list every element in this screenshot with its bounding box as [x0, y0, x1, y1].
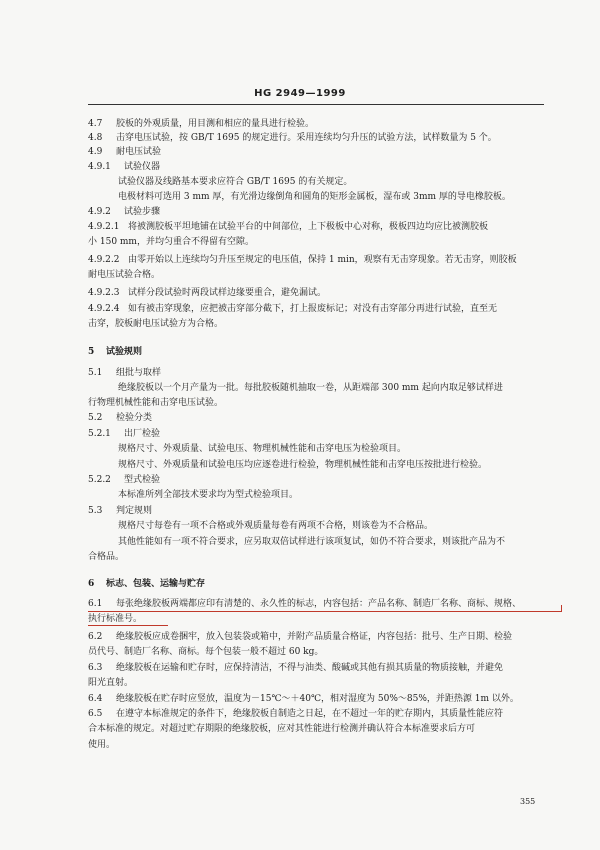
clause-4-7: 4.7 胶板的外观质量，用目测和相应的量具进行检验。 [88, 119, 315, 129]
paragraph-line: 阳光直射。 [88, 678, 134, 688]
clause-4-9-2-3: 4.9.2.3 试样分段试验时两段试样边缘要重合，避免漏试。 [88, 288, 327, 298]
section-5-heading: 5 试验规则 [88, 347, 143, 357]
clause-6-4: 6.4 绝缘胶板在贮存时应竖放，温度为－15℃～＋40℃，相对湿度为 50%～85%，并距热源 1m 以外。 [88, 694, 519, 704]
clause-5-2-2: 5.2.2 型式检验 [88, 475, 161, 485]
paragraph-line: 合格品。 [88, 552, 125, 562]
clause-5-1: 5.1 组批与取样 [88, 368, 162, 378]
clause-5-3: 5.3 判定规则 [88, 506, 153, 516]
clause-6-5: 6.5 在遵守本标准规定的条件下，绝缘胶板自制造之日起，在不超过一年的贮存期内，其质量性能应符 [88, 709, 504, 719]
header-rule [88, 104, 544, 105]
paragraph-line: 击穿，胶板耐电压试验方为合格。 [88, 319, 224, 329]
paragraph-line: 电极材料可选用 3 mm 厚，有光滑边缘倒角和圆角的矩形金属板，湿布或 3mm 厚的导电橡胶板。 [118, 192, 511, 202]
paragraph-line: 其他性能如有一项不符合要求，应另取双倍试样进行该项复试，如仍不符合要求，则该批产品为不 [118, 537, 506, 547]
paragraph-line: 执行标准号。 [88, 614, 143, 624]
clause-4-9-2-4: 4.9.2.4 如有被击穿现象，应把被击穿部分截下，打上报废标记；对没有击穿部分再进行试验，直至无 [88, 304, 498, 314]
clause-6-1: 6.1 每张绝缘胶板两端都应印有清楚的、永久性的标志，内容包括：产品名称、制造厂名称、商标、规格、 [88, 599, 522, 609]
paragraph-line: 员代号、制造厂名称、商标。每个包装一般不超过 60 kg。 [88, 647, 324, 657]
clause-4-9-2: 4.9.2 试验步骤 [88, 207, 161, 217]
handwritten-underline [88, 611, 562, 612]
clause-5-2-1: 5.2.1 出厂检验 [88, 429, 161, 439]
paragraph-line: 合本标准的规定。对超过贮存期限的绝缘胶板，应对其性能进行检测并确认符合本标准要求后方可 [88, 724, 476, 734]
paragraph-line: 试验仪器及线路基本要求应符合 GB/T 1695 的有关规定。 [118, 177, 353, 187]
paragraph-line: 绝缘胶板以一个月产量为一批。每批胶板随机抽取一卷，从距端部 300 mm 起向内取足够试样进 [118, 383, 503, 393]
clause-4-8: 4.8 击穿电压试验，按 GB/T 1695 的规定进行。采用连续均匀升压的试验方法，试样数量为 5 个。 [88, 133, 497, 143]
paragraph-line: 本标准所列全部技术要求均为型式检验项目。 [118, 490, 299, 500]
paragraph-line: 行物理机械性能和击穿电压试验。 [88, 398, 224, 408]
paragraph-line: 规格尺寸、外观质量、试验电压、物理机械性能和击穿电压为检验项目。 [118, 444, 407, 454]
section-6-heading: 6 标志、包装、运输与贮存 [88, 579, 206, 589]
paragraph-line: 规格尺寸每卷有一项不合格或外观质量每卷有两项不合格，则该卷为不合格品。 [118, 521, 434, 531]
clause-5-2: 5.2 检验分类 [88, 413, 153, 423]
clause-4-9-2-2: 4.9.2.2 由零开始以上连续均匀升压至规定的电压值，保持 1 min，观察有无击穿现象。若无击穿，则胶板 [88, 255, 517, 265]
paragraph-line: 小 150 mm，并均匀重合不得留有空隙。 [88, 237, 254, 247]
paragraph-line: 使用。 [88, 740, 116, 750]
page-number: 355 [520, 797, 536, 806]
clause-4-9: 4.9 耐电压试验 [88, 147, 162, 157]
standard-code-header: HG 2949—1999 [254, 88, 346, 99]
clause-4-9-1: 4.9.1 试验仪器 [88, 162, 161, 172]
clause-6-3: 6.3 绝缘胶板在运输和贮存时，应保持清洁，不得与油类、酸碱或其他有损其质量的物质接触，并避免 [88, 663, 504, 673]
handwritten-underline [561, 605, 562, 612]
clause-4-9-2-1: 4.9.2.1 将被测胶板平坦地铺在试验平台的中间部位，上下极板中心对称，极板四边均应比被测胶板 [88, 222, 489, 232]
clause-6-2: 6.2 绝缘胶板应成卷捆牢，放入包装袋或箱中，并附产品质量合格证，内容包括：批号、生产日期、检验 [88, 632, 513, 642]
paragraph-line: 规格尺寸、外观质量和试验电压均应逐卷进行检验，物理机械性能和击穿电压按批进行检验。 [118, 460, 488, 470]
handwritten-underline [88, 625, 168, 626]
paragraph-line: 耐电压试验合格。 [88, 270, 161, 280]
